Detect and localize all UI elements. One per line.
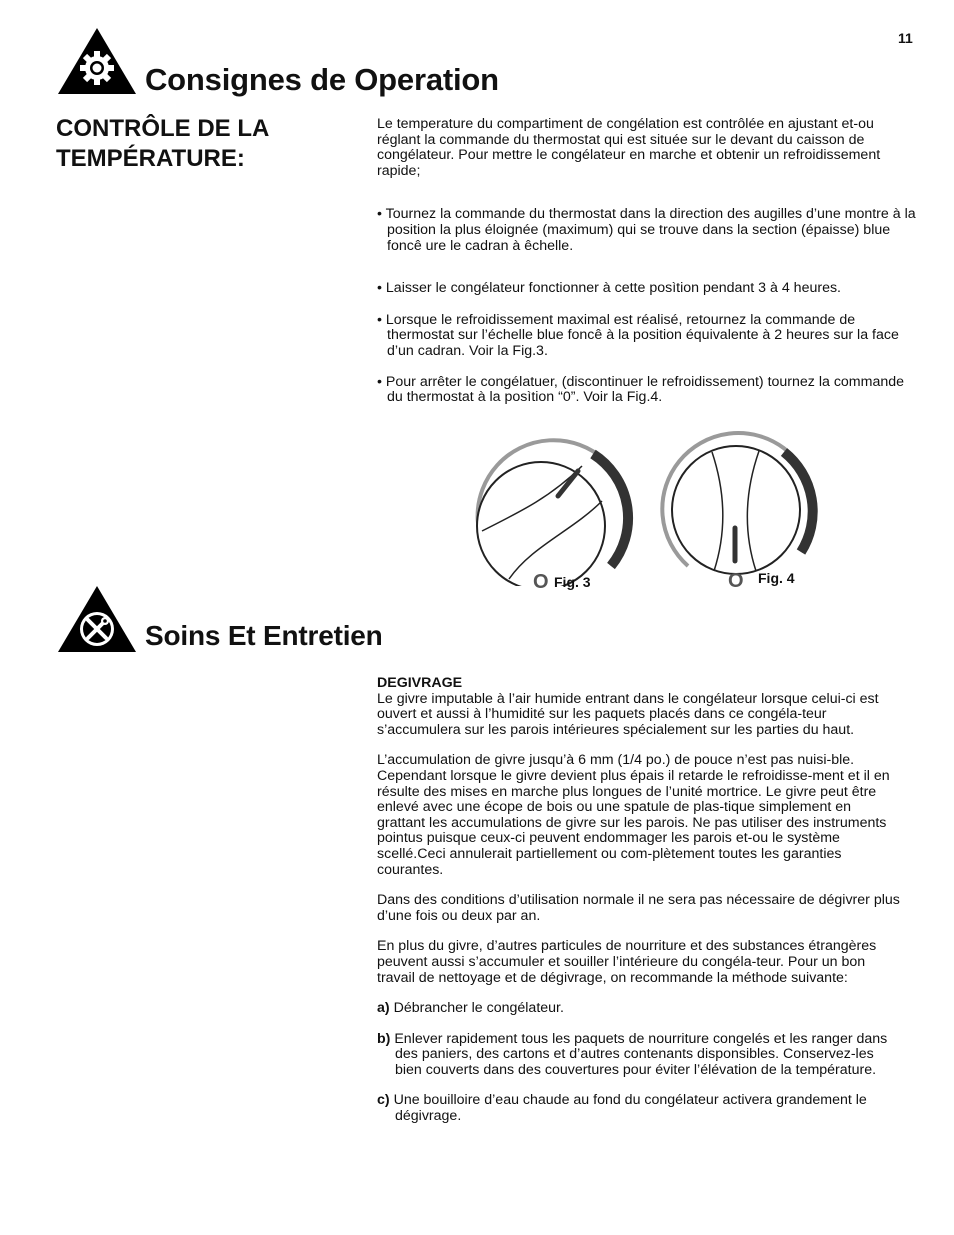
intro-paragraph: Le temperature du compartiment de congélation est contrôlée en ajustant et-ou réglant la commande du thermostat qui est située sur le devant du caisson de congélateur. Pour mettre le congélateur en marche et obtenir un refroidissement rapide;	[377, 116, 881, 179]
paragraph: Le givre imputable à l’air humide entrant dans le congélateur lorsque celui-ci est ouvert et aussi à l’humidité sur les paquets placés dans ce congéla-teur s’accumulera sur les parois intérieures spécialement sur les parties du haut.	[377, 690, 879, 738]
page-number: 11	[898, 30, 913, 46]
step-a	[377, 1001, 901, 1017]
bullet-item: • Tournez la commande du thermostat dans la direction des augilles d’une montre à la position la plus éloignée (maximum) qui se trouve dans la section (épaisse) blue foncê ure le cadran à êchelle.	[377, 206, 916, 254]
step-label: b)	[377, 1030, 391, 1047]
paragraph: L’accumulation de givre jusqu’à 6 mm (1/4 po.) de pouce n’est pas nuisi-ble. Cependant lorsque le givre devient plus épais il retarde le refroidisse-ment et il en résulte des mises en marche plus longues de l’unité mortrice. Le givre peut être enlevé avec une écope de bois ou une spatule de plas-tique simplement en grattant les accumulations de givre sur les parois. Ne pas utiliser des instruments pointus puisque ceux-ci peuvent endommager les parois et-ou le système scellé.Ceci annulerait partiellement ou com-plètement toutes les garanties courantes.	[377, 752, 890, 878]
step-label: c)	[377, 1092, 390, 1109]
paragraph: En plus du givre, d’autres particules de nourriture et des substances étrangères peuvent aussi s’accumuler et souiller l’intérieure du congéla-teur. Pour un bon travail de nettoyage et de dégivrage, on recommande la méthode suivante:	[377, 938, 877, 986]
zero-mark: O	[728, 570, 744, 592]
section-title-care: Soins Et Entretien	[145, 620, 383, 651]
tools-warning-icon	[56, 584, 138, 654]
fig3-caption: Fig. 3	[554, 574, 591, 590]
step-label: a)	[377, 1000, 390, 1017]
fig4-caption: Fig. 4	[758, 570, 795, 586]
step-b	[377, 1032, 901, 1079]
thermostat-dial-fig3	[462, 426, 637, 586]
thermostat-dial-fig4	[656, 424, 831, 584]
step-text: Enlever rapidement tous les paquets de nourriture congelés et les ranger dans des paniers, des cartons et d’autres contenants disponsibles. Conservez-les bien couverts dans des couvertures pour éviter l’élévation de la température.	[390, 1030, 888, 1078]
step-text: Une bouilloire d’eau chaude au fond du congélateur activera grandement le dégivrage.	[389, 1092, 867, 1125]
zero-mark: O	[533, 571, 549, 593]
section-title-operation: Consignes de Operation	[145, 62, 499, 97]
operation-body	[377, 117, 917, 406]
bullet-item: • Pour arrêter le congélatuer, (discontinuer le refroidissement) tournez la commande du thermostat à la posìtion “0”. Voir la Fig.4.	[377, 373, 905, 406]
gear-warning-icon	[56, 26, 138, 96]
bullet-item: • Laisser le congélateur fonctionner à cette posìtion pendant 3 à 4 heures.	[377, 280, 842, 297]
step-c	[377, 1093, 901, 1124]
paragraph: Dans des conditions d’utilisation normale il ne sera pas nécessaire de dégivrer plus d’une fois ou deux par an.	[377, 892, 900, 924]
bullet-item: • Lorsque le refroidissement maximal est réalisé, retournez la commande de thermostat sur l’échelle blue foncê à la position équivalente à 2 heures sur la face d’un cadran. Voir la Fig.3.	[377, 311, 899, 359]
subheading-defrosting: DEGIVRAGE	[377, 675, 463, 691]
care-body	[377, 676, 901, 1125]
step-text: Débrancher le congélateur.	[389, 1000, 564, 1017]
subheading-temperature-control: CONTRÔLE DE LA TEMPÉRATURE:	[56, 115, 269, 172]
